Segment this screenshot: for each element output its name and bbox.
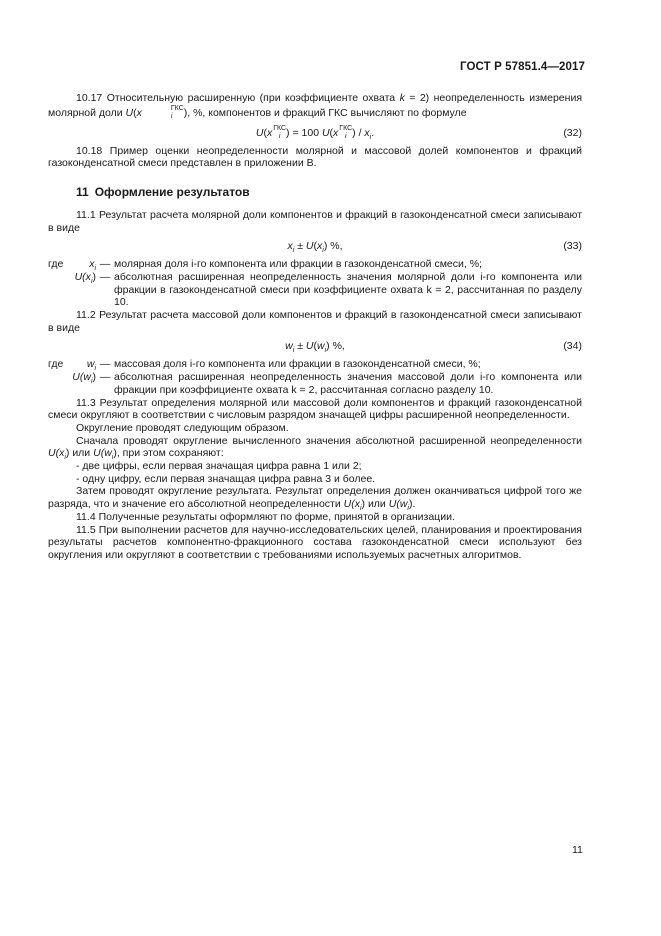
paragraph-11-4: 11.4 Полученные результаты оформляют по форме, принятой в организации. xyxy=(76,510,455,523)
paragraph-11-5: 11.5 При выполнении расчетов для научно-исследовательских целей, планирования и проектирования результаты расчетов компонентно-фракционного состава газоконденсатной смеси используют без округления или округляют в соответствии с требованиями используемых расчетных алгоритмов. xyxy=(48,523,582,561)
page-number: 11 xyxy=(572,844,583,856)
formula-34-number: (34) xyxy=(563,340,582,353)
formula-32 xyxy=(48,121,582,145)
document-body xyxy=(48,92,582,562)
paragraph-11-1: 11.1 Результат расчета молярной доли компонентов и фракций в газоконденсатной смеси записывают в виде xyxy=(48,208,583,234)
formula-34-expression: $w_i \pm U(w_i)$ %, xyxy=(285,340,345,355)
formula-34 xyxy=(48,334,582,358)
list-item: - одну цифру, если первая значащая цифра равна 3 и более. xyxy=(76,472,376,485)
document-header: ГОСТ Р 57851.4—2017 xyxy=(460,61,585,73)
formula-32-number: (32) xyxy=(563,126,582,139)
formula-33 xyxy=(48,234,582,258)
paragraph-11-3: 11.3 Результат определения молярной или массовой доли компонентов и фракций газоконденсатной смеси округляют в соответствии с числовым разрядом значащей цифры расширенной неопределенности. xyxy=(48,396,583,422)
def-symbol: где $w_i$ xyxy=(48,358,96,373)
paragraph-11-2: 11.2 Результат расчета массовой доли компонентов и фракций в газоконденсатной смеси записывают в виде xyxy=(48,309,582,334)
paragraph-rounding-first: Сначала проводят округление вычисленного значения абсолютной расширенной неопределенности $U(x_i)$ или $U(w_i)$, при этом сохраняют: xyxy=(48,434,582,462)
paragraph-rounding: Округление проводят следующим образом. xyxy=(76,421,289,434)
formula-33-expression: $x_i \pm U(x_i)$ %, xyxy=(287,240,343,255)
paragraph-10-18: 10.18 Пример оценки неопределенности молярной и массовой долей компонентов и фракций газоконденсатной смеси представлен в приложении В. xyxy=(48,144,582,170)
paragraph-10-17: 10.17 Относительную расширенную (при коэффициенте охвата k = 2) неопределенность измерения молярной доли U(x ГКС i ), %, компонентов и фракций ГКС вычисляют по формуле xyxy=(48,92,583,120)
def-symbol: $U(x_i)$ xyxy=(74,270,96,286)
def-text: массовая доля i-го компонента или фракции в газоконденсатной смеси, %; xyxy=(114,358,481,371)
list-item: - две цифры, если первая значащая цифра равна 1 или 2; xyxy=(76,460,362,473)
formula-33-number: (33) xyxy=(563,240,582,253)
definitions-33: где $x_i$ — молярная доля i-го компонента или фракции в газоконденсатной смеси, %; $U(x_i)$ — абсолютная расширенная неопределенность значения молярной доли i-го компонента или фракции в газоконденсатной смеси при коэффициенте охвата k = 2, рассчитанная по разделу 10. xyxy=(48,258,582,309)
paragraph-rounding-then: Затем проводят округление результата. Результат определения должен оканчиваться цифрой того же разряда, что и значение его абсолютной неопределенности $U(x_i)$ или $U(w_i)$. xyxy=(48,485,582,513)
formula-32-expression: U(x ГКС i ) = 100 U(x ГКС i ) / $x_i$. xyxy=(255,124,375,141)
section-heading-11: 11 Оформление результатов xyxy=(76,185,250,200)
def-symbol: $U(w_i)$ xyxy=(72,371,96,386)
def-symbol: где $x_i$ xyxy=(48,258,96,273)
def-text: молярная доля i-го компонента или фракции в газоконденсатной смеси, %; xyxy=(114,258,482,271)
def-text: абсолютная расширенная неопределенность значения массовой доли i-го компонента или фракции при коэффициенте охвата k = 2, рассчитанная согласно разделу 10. xyxy=(114,371,582,396)
def-text: абсолютная расширенная неопределенность значения молярной доли i-го компонента или фракции в газоконденсатной смеси при коэффициенте охвата k = 2, рассчитанная по разделу 10. xyxy=(114,270,582,309)
definitions-34: где $w_i$ — массовая доля i-го компонента или фракции в газоконденсатной смеси, %; $U(w_i)$ — абсолютная расширенная неопределенность значения массовой доли i-го компонента или фракции при коэффициенте охвата k = 2, рассчитанная согласно разделу 10. xyxy=(48,358,582,396)
